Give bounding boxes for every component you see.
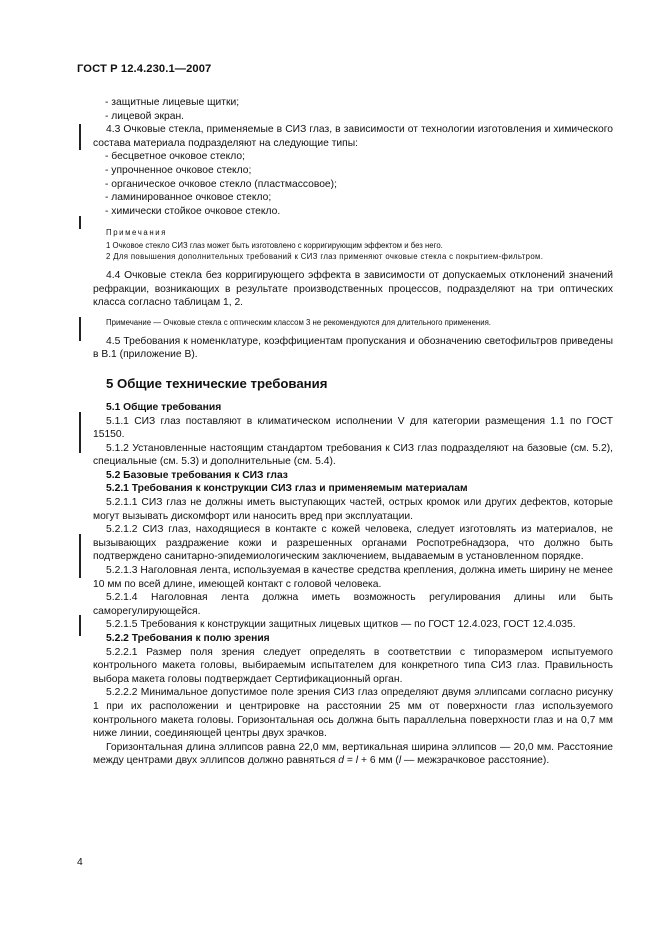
heading-5-2-2: 5.2.2 Требования к полю зрения (106, 633, 270, 644)
paragraph-ellipse-dimensions: Горизонтальная длина эллипсов равна 22,0 мм, вертикальная ширина эллипсов — 20,0 мм. Расстояние между центрами двух эллипсов должно равняться d = l + 6 мм (l — межзрачковое расстояние). (93, 741, 613, 767)
change-bar (79, 412, 81, 453)
note-single: Примечание — Очковые стекла с оптическим классом 3 не рекомендуются для длительного применения. (106, 317, 491, 327)
paragraph-5-2-1-1: 5.2.1.1 СИЗ глаз не должны иметь выступающих частей, острых кромок или других дефектов, которые могут вызывать дискомфорт или наносить вред при эксплуатации. (93, 497, 613, 522)
change-bar (79, 216, 81, 229)
change-bar (79, 615, 81, 636)
variable-l: l (398, 755, 402, 767)
note-2: 2 Для повышения дополнительных требований к СИЗ глаз применяют очковые стекла с покрытием-фильтром. (106, 251, 544, 261)
heading-5-2-1: 5.2.1 Требования к конструкции СИЗ глаз и применяемым материалам (106, 483, 468, 495)
paragraph-5-2-1-2: 5.2.1.2 СИЗ глаз, находящиеся в контакте с кожей человека, следует изготовлять из материалов, не вызывающих раздражение кожи и разрешенных органами Роспотребнадзора, что должно быть подтверждено санитарно-эпидемиологическим заключением, выдаваемым в установленном порядке. (93, 524, 613, 563)
change-bar (79, 124, 81, 150)
paragraph-5-2-2-2: 5.2.2.2 Минимальное допустимое поле зрения СИЗ глаз определяют двумя эллипсами согласно рисунку 1 при их расположении и центрировке на расстоянии 25 мм от поверхности глаз используемого контрольного макета головы. Горизонтальная ось должна быть параллельна поверхности глаз и на 0,7 мм ниже линии, соединяющей центры двух зрачков. (93, 687, 613, 740)
list-item: - бесцветное очковое стекло; (105, 151, 245, 163)
list-item: - химически стойкое очковое стекло. (105, 205, 281, 217)
list-item: - упрочненное очковое стекло; (105, 164, 252, 176)
list-item: - органическое очковое стекло (пластмассовое); (105, 178, 337, 190)
change-bar (79, 534, 81, 578)
heading-5-1: 5.1 Общие требования (106, 401, 222, 413)
paragraph-4-4: 4.4 Очковые стекла без корригирующего эффекта в зависимости от допускаемых отклонений значений рефракции, возникающих в результате производственных процессов, подразделяют на три оптических класса согласно таблицам 1, 2. (93, 269, 613, 309)
variable-d: d (338, 755, 345, 767)
paragraph-5-2-2-1: 5.2.2.1 Размер поля зрения следует определять в соответствии с типоразмером испытуемого контрольного макета головы, выбираемым испытателем для конкретного типа СИЗ глаз. Правильность выбора макета головы подтверждает Сертификационный орган. (93, 646, 613, 685)
paragraph-5-1-2: 5.1.2 Установленные настоящим стандартом требования к СИЗ глаз подразделяют на базовые (см. 5.2), специальные (см. 5.3) и дополнительные (см. 5.4). (93, 442, 613, 468)
paragraph-5-1-1: 5.1.1 СИЗ глаз поставляют в климатическом исполнении V для категории размещения 1.1 по ГОСТ 15150. (93, 415, 613, 441)
document-code-header: ГОСТ Р 12.4.230.1—2007 (77, 63, 212, 75)
body-text (93, 96, 613, 768)
paragraph-4-3: 4.3 Очковые стекла, применяемые в СИЗ глаз, в зависимости от технологии изготовления и химического состава материала подразделяют на следующие типы: (93, 124, 613, 149)
paragraph-5-2-1-4: 5.2.1.4 Наголовная лента должна иметь возможность регулирования длины или быть саморегулирующейся. (93, 592, 613, 617)
page-number: 4 (77, 857, 83, 868)
heading-5-2: 5.2 Базовые требования к СИЗ глаз (106, 469, 288, 481)
list-item: - ламинированное очковое стекло; (105, 192, 272, 204)
variable-l: l (355, 755, 359, 767)
section-heading-5: 5 Общие технические требования (106, 375, 328, 391)
notes-title: Примечания (106, 228, 168, 238)
change-bar (79, 317, 81, 341)
note-1: 1 Очковое стекло СИЗ глаз может быть изготовлено с корригирующим эффектом и без него. (106, 240, 443, 250)
list-item: - лицевой экран. (105, 110, 185, 122)
list-item: - защитные лицевые щитки; (105, 97, 240, 108)
paragraph-5-2-1-3: 5.2.1.3 Наголовная лента, используемая в качестве средства крепления, должна иметь ширину не менее 10 мм по всей длине, имеющей контакт с головой человека. (93, 565, 613, 590)
paragraph-4-5: 4.5 Требования к номенклатуре, коэффициентам пропускания и обозначению светофильтров приведены в В.1 (приложение В). (93, 335, 613, 361)
paragraph-5-2-1-5: 5.2.1.5 Требования к конструкции защитных лицевых щитков — по ГОСТ 12.4.023, ГОСТ 12.4.035. (106, 619, 576, 631)
